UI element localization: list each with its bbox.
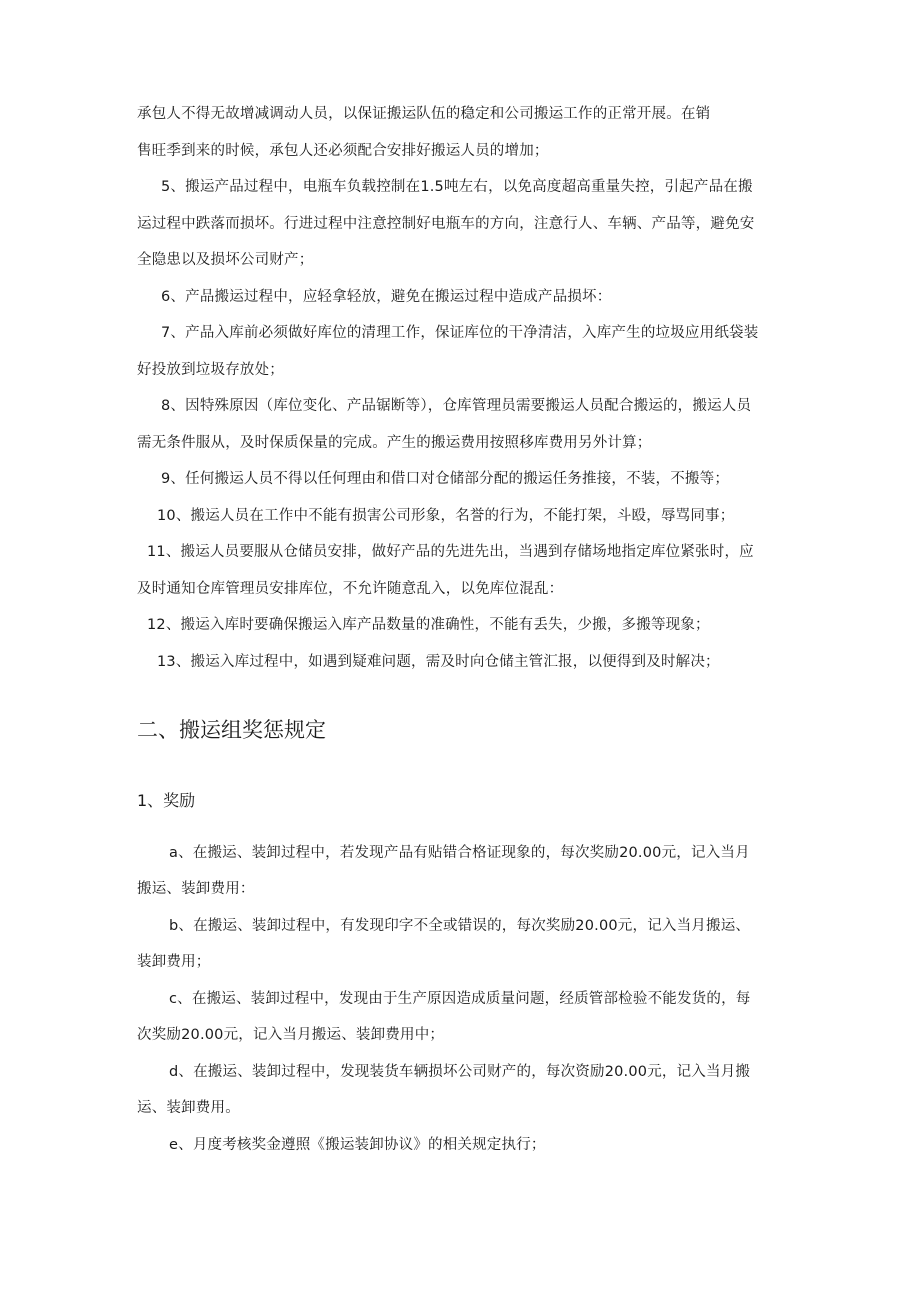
paragraph-line: 及时通知仓库管理员安排库位，不允许随意乱入，以免库位混乱： bbox=[137, 581, 564, 597]
paragraph-line: 8、因特殊原因（库位变化、产品锯断等），仓库管理员需要搬运人员配合搬运的，搬运人员 bbox=[161, 398, 752, 414]
paragraph-line: 9、任何搬运人员不得以任何理由和借口对仓储部分配的搬运任务推接，不装，不搬等； bbox=[161, 471, 730, 487]
reward-line: e、月度考核奖金遵照《搬运装卸协议》的相关规定执行； bbox=[169, 1137, 546, 1153]
reward-line: a、在搬运、装卸过程中，若发现产品有贴错合格证现象的，每次奖励20.00元，记入当月 bbox=[169, 845, 750, 861]
paragraph-line: 7、产品入库前必须做好库位的清理工作，保证库位的干净清洁，入库产生的垃圾应用纸袋装 bbox=[161, 325, 759, 341]
paragraph-line: 运过程中跌落而损坏。行进过程中注意控制好电瓶车的方向，注意行人、车辆、产品等，避免安 bbox=[137, 216, 755, 232]
paragraph-line: 6、产品搬运过程中，应轻拿轻放，避免在搬运过程中造成产品损坏： bbox=[161, 289, 612, 305]
paragraph-line: 12、搬运入库时要确保搬运入库产品数量的准确性，不能有丢失，少搬，多搬等现象； bbox=[147, 617, 710, 633]
paragraph-line: 10、搬运人员在工作中不能有损害公司形象，名誉的行为，不能打架，斗殴，辱骂同事； bbox=[157, 508, 735, 524]
paragraph-line: 11、搬运人员要服从仓储员安排，做好产品的先进先出，当遇到存储场地指定库位紧张时，应 bbox=[147, 544, 754, 560]
reward-line: 运、装卸费用。 bbox=[137, 1100, 240, 1116]
paragraph-line: 全隐患以及损坏公司财产； bbox=[137, 252, 314, 268]
paragraph-line: 需无条件服从，及时保质保量的完成。产生的搬运费用按照移库费用另外计算； bbox=[137, 435, 652, 451]
paragraph-line: 售旺季到来的时候，承包人还必须配合安排好搬运人员的增加； bbox=[137, 143, 549, 159]
reward-line: 装卸费用； bbox=[137, 954, 211, 970]
reward-line: b、在搬运、装卸过程中，有发现印字不全或错误的，每次奖励20.00元，记入当月搬运、 bbox=[169, 918, 751, 934]
reward-line: c、在搬运、装卸过程中，发现由于生产原因造成质量问题，经质管部检验不能发货的，每 bbox=[169, 991, 751, 1007]
subsection-title: 1、奖励 bbox=[137, 791, 196, 810]
reward-line: d、在搬运、装卸过程中，发现装货车辆损坏公司财产的，每次资励20.00元，记入当月搬 bbox=[169, 1064, 751, 1080]
reward-line: 次奖励20.00元，记入当月搬运、装卸费用中； bbox=[137, 1027, 445, 1043]
paragraph-line: 13、搬运入库过程中，如遇到疑难问题，需及时向仓储主管汇报，以便得到及时解决； bbox=[157, 654, 720, 670]
reward-line: 搬运、装卸费用： bbox=[137, 881, 255, 897]
paragraph-line: 好投放到垃圾存放处； bbox=[137, 362, 284, 378]
paragraph-line: 5、搬运产品过程中，电瓶车负载控制在1.5吨左右，以免高度超高重量失控，引起产品在搬 bbox=[161, 179, 753, 195]
section-title: 二、搬运组奖惩规定 bbox=[137, 718, 326, 742]
paragraph-line: 承包人不得无故增减调动人员，以保证搬运队伍的稳定和公司搬运工作的正常开展。在销 bbox=[137, 106, 711, 122]
